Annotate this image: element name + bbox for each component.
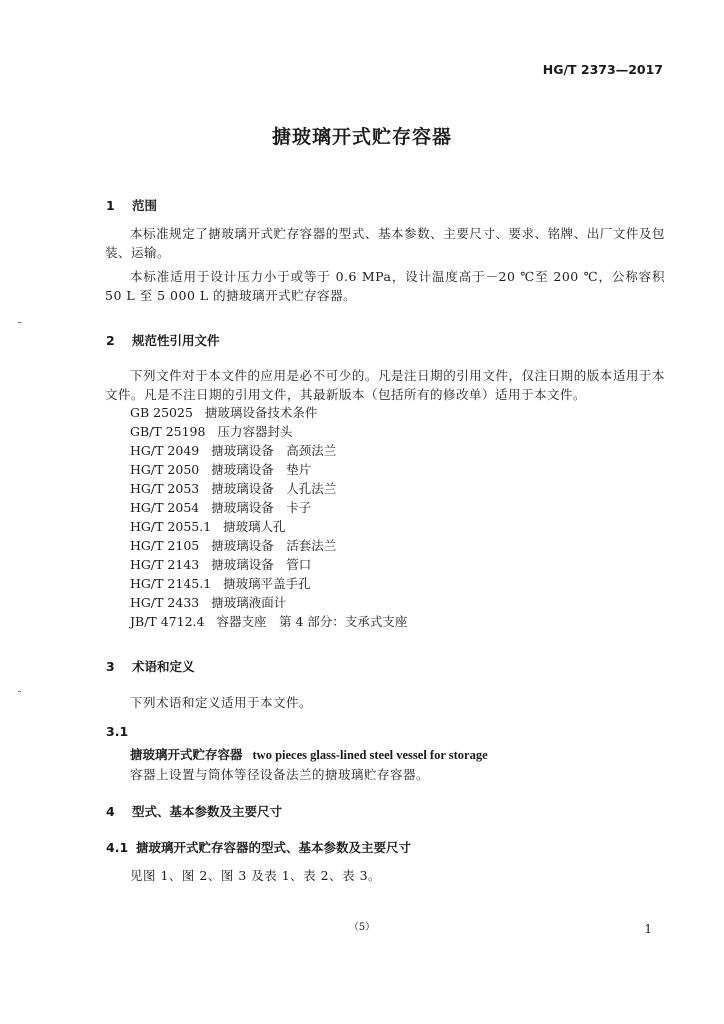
section-3-number: 3 — [106, 659, 115, 674]
section-2-heading — [106, 331, 220, 349]
section-2-intro: 下列文件对于本文件的应用是必不可少的。凡是注日期的引用文件，仅注日期的版本适用于本文件。凡是不注日期的引用文件，其最新版本（包括所有的修改单）适用于本文件。 — [105, 368, 665, 402]
reference-code: HG/T 2433 — [130, 595, 200, 610]
scan-mark — [18, 322, 21, 323]
footer-sequence: （5） — [348, 922, 376, 933]
term-entry — [130, 745, 488, 763]
clause-3-1-number: 3.1 — [106, 724, 129, 739]
reference-title: 搪玻璃设备技术条件 — [204, 405, 318, 420]
section-3-heading — [106, 657, 195, 675]
clause-4-1-text: 见图 1、图 2、图 3 及表 1、表 2、表 3。 — [130, 868, 382, 883]
reference-title: 搪玻璃平盖手孔 — [223, 576, 311, 591]
section-4-title: 型式、基本参数及主要尺寸 — [132, 804, 283, 819]
document-title: 搪玻璃开式贮存容器 — [271, 126, 452, 148]
reference-item — [130, 517, 407, 536]
reference-title: 搪玻璃液面计 — [211, 595, 287, 610]
reference-code: HG/T 2050 — [130, 462, 200, 477]
section-1-paragraph-1: 本标准规定了搪玻璃开式贮存容器的型式、基本参数、主要尺寸、要求、铭牌、出厂文件及包装、运输。 — [105, 226, 665, 260]
section-1-title: 范围 — [132, 198, 158, 213]
normative-references-list — [130, 403, 407, 631]
reference-item — [130, 498, 407, 517]
reference-item — [130, 612, 407, 631]
section-1-heading — [106, 196, 157, 214]
reference-item — [130, 593, 407, 612]
section-3-title: 术语和定义 — [132, 659, 195, 674]
section-2-number: 2 — [106, 333, 115, 348]
standard-code: HG/T 2373—2017 — [542, 62, 663, 77]
reference-code: HG/T 2143 — [130, 557, 200, 572]
section-4-number: 4 — [106, 804, 115, 819]
section-3-intro: 下列术语和定义适用于本文件。 — [130, 695, 313, 710]
reference-item — [130, 460, 407, 479]
reference-item — [130, 403, 407, 422]
reference-title: 搪玻璃设备 活套法兰 — [211, 538, 337, 553]
reference-title: 搪玻璃设备 管口 — [211, 557, 312, 572]
scan-mark — [18, 691, 21, 692]
reference-code: HG/T 2105 — [130, 538, 200, 553]
reference-item — [130, 479, 407, 498]
reference-item — [130, 422, 407, 441]
reference-code: HG/T 2054 — [130, 500, 200, 515]
reference-code: JB/T 4712.4 — [130, 614, 205, 629]
reference-code: HG/T 2049 — [130, 443, 200, 458]
clause-4-1-heading — [106, 838, 411, 856]
reference-code: HG/T 2055.1 — [130, 519, 212, 534]
reference-item — [130, 536, 407, 555]
term-english: two pieces glass-lined steel vessel for storage — [252, 748, 488, 762]
reference-item — [130, 441, 407, 460]
reference-code: GB 25025 — [130, 405, 193, 420]
reference-title: 容器支座 第 4 部分：支承式支座 — [216, 614, 408, 629]
section-1-number: 1 — [106, 198, 115, 213]
section-2-title: 规范性引用文件 — [132, 333, 220, 348]
reference-title: 搪玻璃设备 人孔法兰 — [211, 481, 337, 496]
term-definition: 容器上设置与筒体等径设备法兰的搪玻璃贮存容器。 — [130, 767, 430, 782]
term-chinese: 搪玻璃开式贮存容器 — [130, 747, 243, 762]
reference-item — [130, 574, 407, 593]
section-1-paragraph-2: 本标准适用于设计压力小于或等于 0.6 MPa，设计温度高于－20 ℃至 200 ℃，公称容积 50 L 至 5 000 L 的搪玻璃开式贮存容器。 — [105, 269, 665, 303]
reference-title: 搪玻璃设备 高颈法兰 — [211, 443, 337, 458]
reference-title: 压力容器封头 — [217, 424, 293, 439]
reference-title: 搪玻璃设备 垫片 — [211, 462, 312, 477]
reference-code: GB/T 25198 — [130, 424, 206, 439]
clause-4-1-title: 搪玻璃开式贮存容器的型式、基本参数及主要尺寸 — [136, 840, 412, 855]
clause-4-1-number: 4.1 — [106, 840, 129, 855]
reference-code: HG/T 2145.1 — [130, 576, 212, 591]
section-4-heading — [106, 802, 282, 820]
page-number: 1 — [644, 922, 652, 936]
reference-code: HG/T 2053 — [130, 481, 200, 496]
reference-title: 搪玻璃设备 卡子 — [211, 500, 312, 515]
reference-title: 搪玻璃人孔 — [223, 519, 286, 534]
reference-item — [130, 555, 407, 574]
